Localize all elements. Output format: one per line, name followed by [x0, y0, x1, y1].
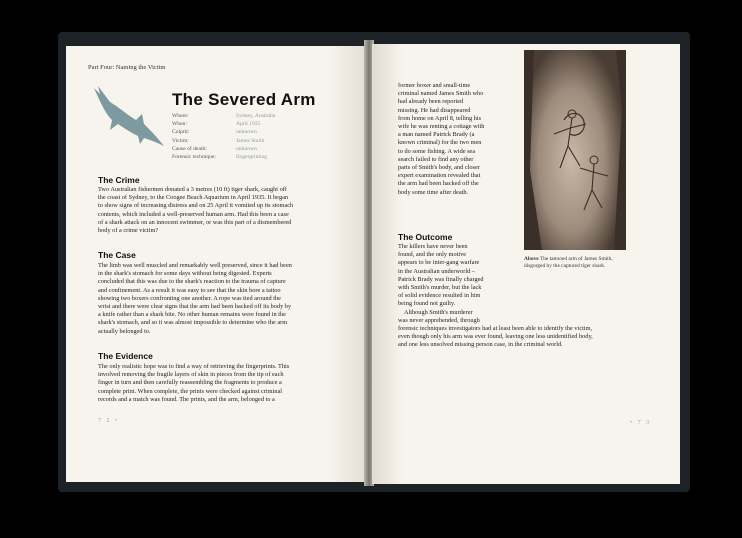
- fact-label: Culprit:: [172, 129, 190, 136]
- fact-row: [172, 153, 275, 161]
- fact-value: unknown: [236, 145, 257, 152]
- fact-label: Victim:: [172, 137, 189, 144]
- right-page: [372, 44, 680, 484]
- fact-value: Sydney, Australia: [236, 113, 276, 119]
- continued-paragraph: former boxer and small-time criminal named James Smith who had already been reported missing. He had disappeared from home on April 8, telling his wife he was renting a cottage with a man named Patrick Brady (a known criminal) for the two men to do some fishing. A wide sea search failed to find any other parts of Smith's body, and closer expert examination revealed that the arm had been hacked off the body some time after death.: [398, 82, 485, 196]
- fact-value: April 1935: [236, 121, 261, 128]
- fact-row: [172, 120, 275, 128]
- page-number-left: 7 2 •: [98, 418, 120, 424]
- case-paragraph: The limb was well muscled and remarkably well preserved, since it had been in the shark's stomach for some days without being digested. Experts concluded that this was due to the shark's reaction to the trauma of capture and confinement. As a result it was easy to see that the skin bore a tattoo showing two boxers confronting one another. A rope was tied around the wrist and there were clear signs that the arm had been hacked off its body by a knife rather than a shark bite. No other human remains were found in the shark's stomach, and so it was almost impossible to determine who the arm actually belonged to.: [98, 262, 292, 335]
- shark-illustration: [90, 84, 168, 152]
- fact-row: [172, 145, 275, 153]
- running-head: Part Four: Naming the Victim: [88, 64, 166, 71]
- fact-value: James Smith: [236, 137, 265, 144]
- section-heading-case: The Case: [98, 250, 136, 260]
- fact-table: [172, 112, 275, 161]
- section-heading-outcome: The Outcome: [398, 232, 453, 242]
- fact-label: Forensic technique:: [172, 154, 216, 161]
- fact-row: [172, 112, 275, 120]
- tattooed-arm-photo: [524, 50, 626, 250]
- fact-label: When:: [172, 121, 187, 128]
- page-title: The Severed Arm: [172, 90, 316, 109]
- page-number-right: • 7 3: [630, 420, 652, 426]
- fact-value: fingerprinting: [236, 154, 268, 161]
- section-heading-crime: The Crime: [98, 175, 140, 185]
- fact-row: [172, 137, 275, 145]
- fact-label: Where:: [172, 113, 189, 119]
- fact-label: Cause of death:: [172, 145, 207, 152]
- section-heading-evidence: The Evidence: [98, 351, 153, 361]
- fact-value: unknown: [236, 129, 257, 136]
- outcome-paragraph: The killers have never been found, and the only motive appears to be inter-gang warfare in the Australian underworld – Patrick Brady was finally charged with Smith's murder, but the lack of solid evidence resulted in him being found not guilty. Although Smith's murderer was never apprehended, through forensic techniques investigators had at least been able to identify the victim, even though only his arm was ever found, leaving one less unidentified body, and one less unsolved missing person case, in the criminal world.: [398, 243, 593, 349]
- evidence-paragraph: The only realistic hope was to find a way of retrieving the fingerprints. This involved removing the fragile layers of skin in pieces from the tip of each finger in turn and then carefully reassembling the fragments to produce a complete print. When complete, the prints were checked against criminal records and a match was found. The prints, and the arm, belonged to a: [98, 363, 290, 403]
- left-page: [66, 46, 366, 482]
- fact-row: [172, 128, 275, 136]
- crime-paragraph: Two Australian fishermen donated a 3 metres (10 ft) tiger shark, caught off the coast of Sydney, to the Coogee Beach Aquarium in April 1935. It began to show signs of increasing distress and on 25 April it vomited up its stomach contents, which included a well-preserved human arm. Had this been a case of a shark attack on an innocent swimmer, or was this part of a dismembered body of a crime victim?: [98, 186, 294, 235]
- photo-caption: Above The tattooed arm of James Smith, disgorged by the captured tiger shark.: [524, 256, 613, 270]
